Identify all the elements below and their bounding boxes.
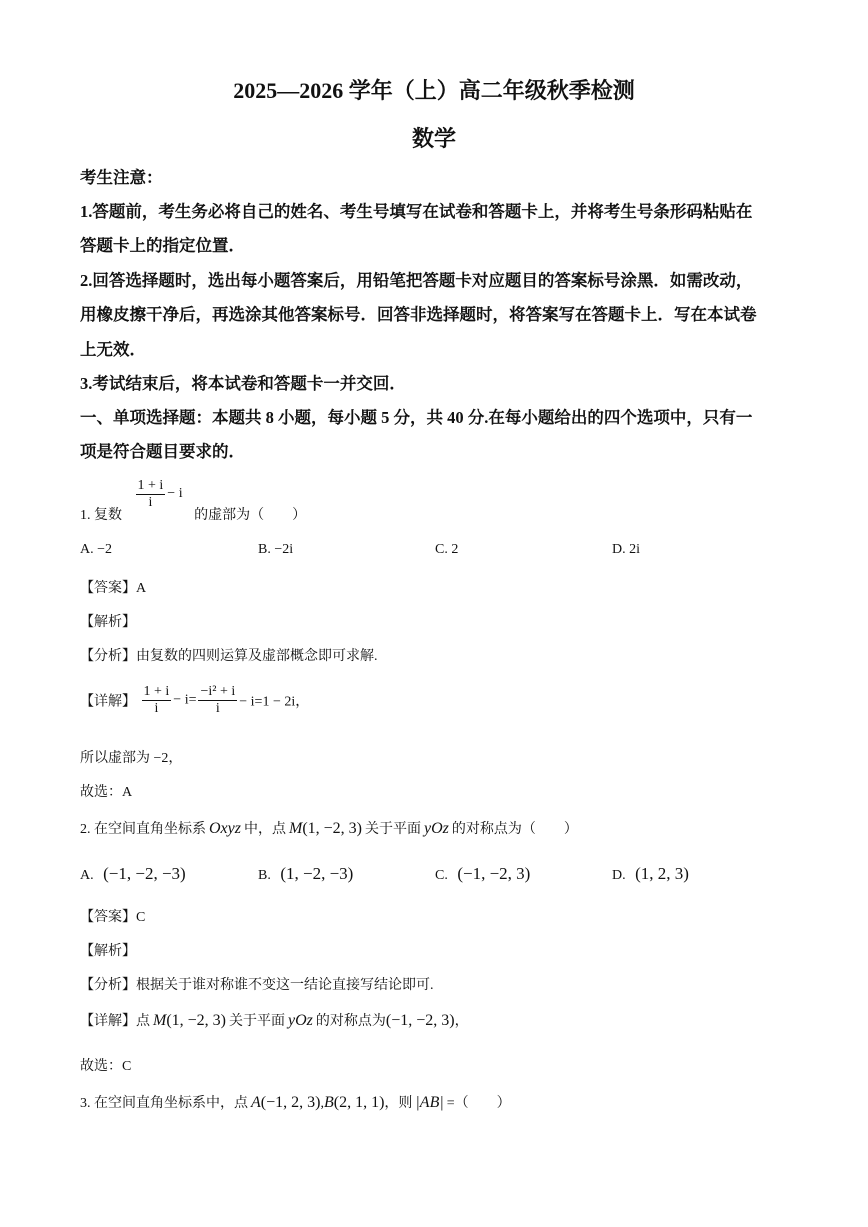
answer: 【答案】C xyxy=(80,910,146,925)
notice-line: 上无效． xyxy=(80,340,146,359)
option-a: A. −2 xyxy=(80,542,113,557)
question-2: 2. 在空间直角坐标系 Oxyz 中，点 M(1, −2, 3) 关于平面 yOz 的对称点为（ ） xyxy=(80,820,578,837)
analysis-text: 【分析】由复数的四则运算及虚部概念即可求解. xyxy=(80,649,378,664)
analysis-label: 【解析】 xyxy=(80,944,136,959)
notice-line: 1.答题前，考生务必将自己的姓名、考生号填写在试卷和答题卡上，并将考生号条形码粘贴在 xyxy=(80,202,753,221)
option-b: B. (1, −2, −3) xyxy=(258,864,354,883)
fraction: $\frac{\text{−i² + i}}{i}$ xyxy=(200,684,236,717)
option-a: A. (−1, −2, −3) xyxy=(80,864,186,883)
analysis-text: 【分析】根据关于谁对称谁不变这一结论直接写结论即可. xyxy=(80,978,434,993)
choose: 故选：C xyxy=(80,1059,132,1074)
fraction: $\frac{1 + i}{i}$ xyxy=(143,684,170,717)
question-1 xyxy=(80,478,306,524)
question-1-prefix: 1. 复数 xyxy=(80,508,122,523)
notice-line: 用橡皮擦干净后，再选涂其他答案标号．回答非选择题时，将答案写在答题卡上．写在本试卷 xyxy=(80,305,757,324)
page-title: 2025—2026 学年（上）高二年级秋季检测 xyxy=(233,78,635,103)
option-d: D. (1, 2, 3) xyxy=(612,864,689,883)
notice-line: 3.考试结束后，将本试卷和答题卡一并交回． xyxy=(80,374,406,393)
minus-i: − i xyxy=(167,486,183,501)
detail: 【详解】 $\frac{1 + i}{i}$ − i= $\frac{\text{−i² + i}}{i}$ − i=1 − 2i， xyxy=(80,684,310,717)
conclusion: 所以虚部为 −2， xyxy=(80,751,183,766)
notice-line: 2.回答选择题时，选出每小题答案后，用铅笔把答题卡对应题目的答案标号涂黑．如需改动， xyxy=(80,271,753,290)
section-heading: 一、单项选择题：本题共 8 小题，每小题 5 分，共 40 分.在每小题给出的四个选项中，只有一 xyxy=(80,408,753,427)
choose: 故选：A xyxy=(80,785,133,800)
option-c: C. (−1, −2, 3) xyxy=(435,864,531,883)
option-c: C. 2 xyxy=(435,542,459,557)
option-b: B. −2i xyxy=(258,542,294,557)
question-1-suffix: 的虚部为（ ） xyxy=(194,508,307,523)
fraction: $\frac{1 + i}{i}$ xyxy=(137,478,164,511)
question-3: 3. 在空间直角坐标系中，点 A(−1, 2, 3),B(2, 1, 1)，则 |AB| =（ ） xyxy=(80,1094,511,1111)
subject-title: 数学 xyxy=(411,126,456,151)
detail: 【详解】点 M(1, −2, 3) 关于平面 yOz 的对称点为(−1, −2, 3)， xyxy=(80,1012,469,1029)
notice-heading: 考生注意： xyxy=(80,168,163,187)
detail-label: 【详解】 xyxy=(80,694,136,710)
notice-line: 答题卡上的指定位置． xyxy=(80,236,245,255)
section-heading: 项是符合题目要求的． xyxy=(80,442,245,461)
analysis-label: 【解析】 xyxy=(80,615,136,630)
answer: 【答案】A xyxy=(80,581,147,596)
option-d: D. 2i xyxy=(612,542,640,557)
